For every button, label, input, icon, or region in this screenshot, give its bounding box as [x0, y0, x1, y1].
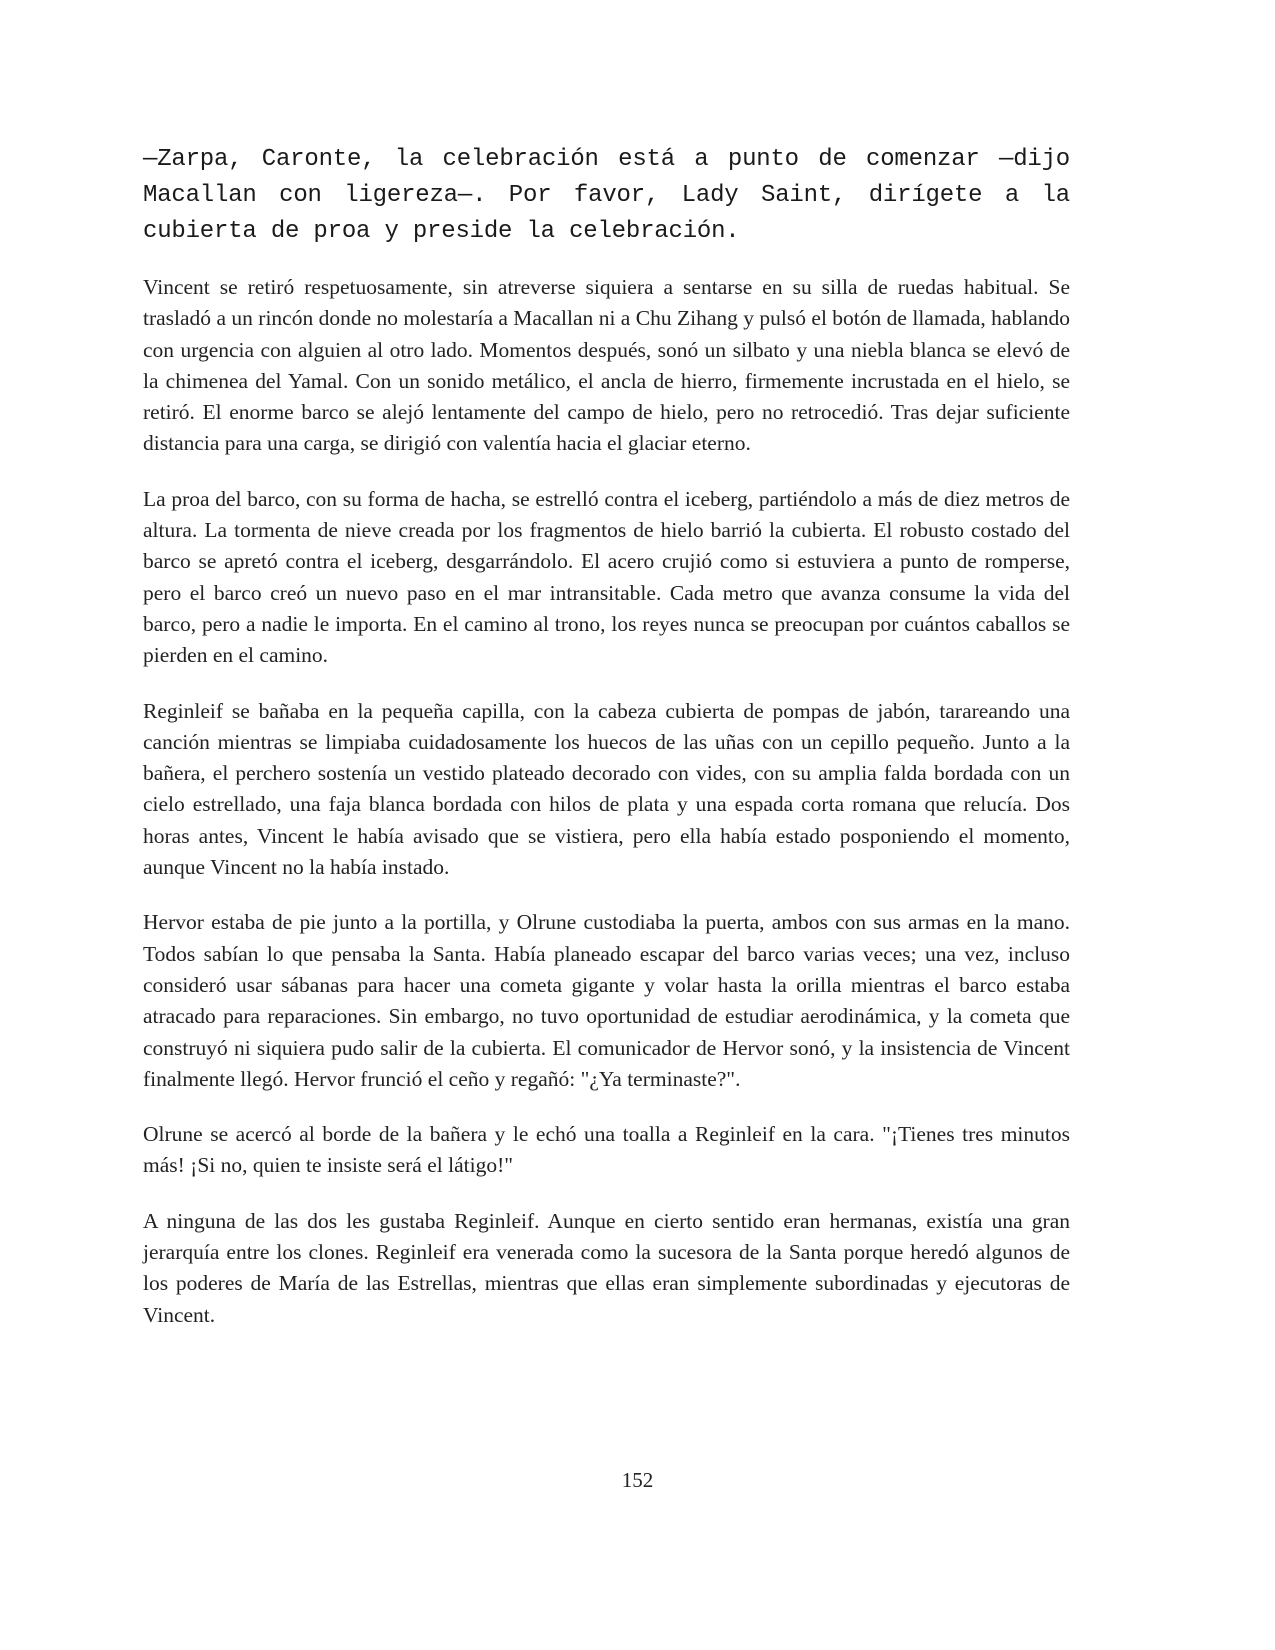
paragraph: Olrune se acercó al borde de la bañera y le echó una toalla a Reginleif en la cara. "¡Tienes tres minutos más! ¡Si no, quien te insiste será el látigo!"	[143, 1122, 1070, 1178]
paragraph: La proa del barco, con su forma de hacha, se estrelló contra el iceberg, partiéndolo a más de diez metros de altura. La tormenta de nieve creada por los fragmentos de hielo barrió la cubierta. El robusto costado del barco se apretó contra el iceberg, desgarrándolo. El acero crujió como si estuviera a punto de romperse, pero el barco creó un nuevo paso en el mar intransitable. Cada metro que avanza consume la vida del barco, pero a nadie le importa. En el camino al trono, los reyes nunca se preocupan por cuántos caballos se pierden en el camino.	[143, 486, 1070, 668]
paragraph: A ninguna de las dos les gustaba Reginleif. Aunque en cierto sentido eran hermanas, existía una gran jerarquía entre los clones. Reginleif era venerada como la sucesora de la Santa porque heredó algunos de los poderes de María de las Estrellas, mientras que ellas eran simplemente subordinadas y ejecutoras de Vincent.	[143, 1208, 1070, 1327]
paragraph: Reginleif se bañaba en la pequeña capilla, con la cabeza cubierta de pompas de jabón, tarareando una canción mientras se limpiaba cuidadosamente los huecos de las uñas con un cepillo pequeño. Junto a la bañera, el perchero sostenía un vestido plateado decorado con vides, con su amplia falda bordada con un cielo estrellado, una faja blanca bordada con hilos de plata y una espada corta romana que relucía. Dos horas antes, Vincent le había avisado que se vistiera, pero ella había estado posponiendo el momento, aunque Vincent no la había instado.	[143, 698, 1070, 880]
dialogue-heading: —Zarpa, Caronte, la celebración está a punto de comenzar —dijo Macallan con ligereza—. Por favor, Lady Saint, dirígete a la cubierta de proa y preside la celebración.	[143, 146, 1070, 245]
paragraph: Hervor estaba de pie junto a la portilla, y Olrune custodiaba la puerta, ambos con sus armas en la mano. Todos sabían lo que pensaba la Santa. Había planeado escapar del barco varias veces; una vez, incluso consideró usar sábanas para hacer una cometa gigante y volar hasta la orilla mientras el barco estaba atracado para reparaciones. Sin embargo, no tuvo oportunidad de estudiar aerodinámica, y la cometa que construyó ni siquiera pudo salir de la cubierta. El comunicador de Hervor sonó, y la insistencia de Vincent finalmente llegó. Hervor frunció el ceño y regañó: "¿Ya terminaste?".	[143, 910, 1070, 1091]
page-body	[143, 142, 1070, 1355]
page-number: 152	[621, 1468, 654, 1492]
paragraph: Vincent se retiró respetuosamente, sin atreverse siquiera a sentarse en su silla de ruedas habitual. Se trasladó a un rincón donde no molestaría a Macallan ni a Chu Zihang y pulsó el botón de llamada, hablando con urgencia con alguien al otro lado. Momentos después, sonó un silbato y una niebla blanca se elevó de la chimenea del Yamal. Con un sonido metálico, el ancla de hierro, firmemente incrustada en el hielo, se retiró. El enorme barco se alejó lentamente del campo de hielo, pero no retrocedió. Tras dejar suficiente distancia para una carga, se dirigió con valentía hacia el glaciar eterno.	[143, 275, 1070, 456]
